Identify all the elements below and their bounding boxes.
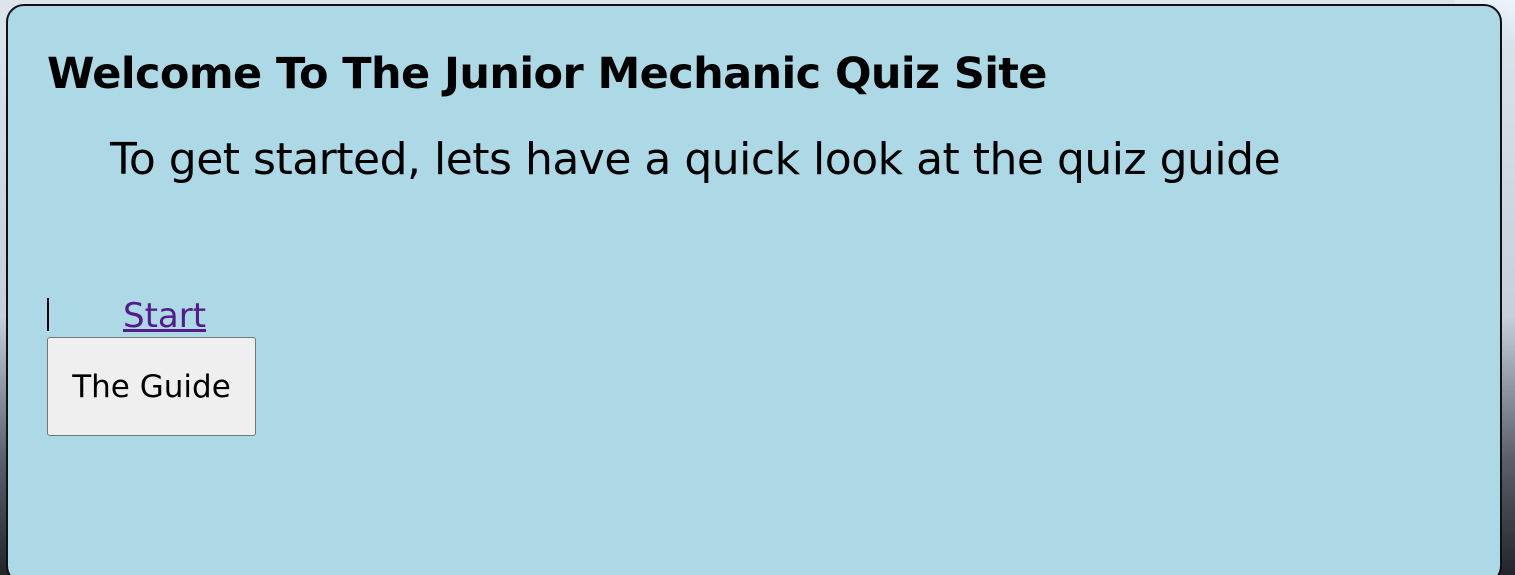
welcome-card [6, 4, 1502, 575]
page-title: Welcome To The Junior Mechanic Quiz Site [47, 49, 1047, 99]
intro-text: To get started, lets have a quick look at the quiz guide [110, 134, 1281, 185]
text-cursor [47, 298, 49, 331]
the-guide-button[interactable]: The Guide [47, 337, 256, 436]
start-link[interactable]: Start [123, 296, 207, 336]
